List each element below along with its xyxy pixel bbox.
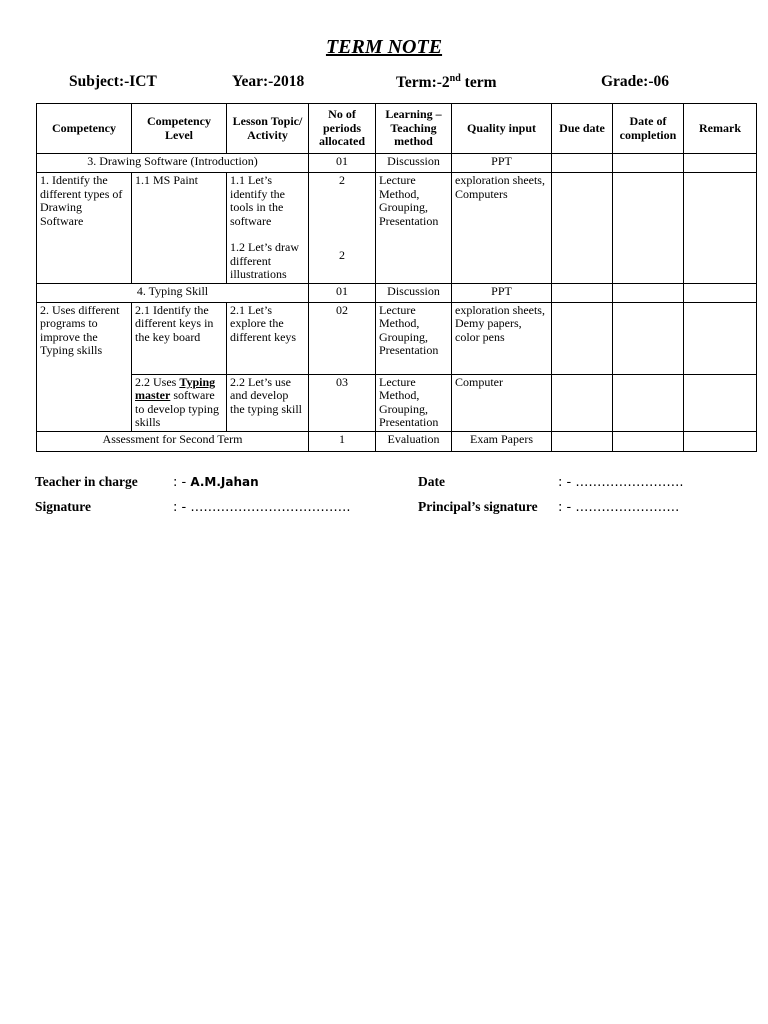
competency-cell: 2. Uses different programs to improve the Typing skills (37, 302, 132, 431)
due-date-cell (552, 173, 613, 284)
completion-cell (613, 154, 684, 173)
table-row (37, 374, 757, 431)
signature-label: Signature (35, 499, 92, 514)
due-date-cell (552, 154, 613, 173)
periods-cell: 1 (309, 431, 376, 451)
completion-cell (613, 283, 684, 302)
header-cell: Due date (552, 104, 613, 154)
periods-cell: 01 (309, 283, 376, 302)
principal-signature-value: : - …………………… (558, 500, 680, 515)
input-cell: Computer (452, 374, 552, 431)
input-cell: PPT (452, 154, 552, 173)
header-cell: No of periods allocated (309, 104, 376, 154)
term-suffix: term (460, 74, 497, 92)
section-label: 4. Typing Skill (37, 283, 309, 302)
completion-cell (613, 173, 684, 284)
remark-cell (684, 431, 757, 451)
periods-cell: 03 (309, 374, 376, 431)
level-cell (132, 374, 227, 431)
remark-cell (684, 283, 757, 302)
section-label: Assessment for Second Term (37, 431, 309, 451)
section-row-assessment (37, 431, 757, 451)
remark-cell (684, 302, 757, 374)
header-cell: Learning – Teaching method (376, 104, 452, 154)
term-label (396, 73, 497, 92)
method-cell: Discussion (376, 283, 452, 302)
remark-cell (684, 374, 757, 431)
input-cell: exploration sheets, Demy papers, color pens (452, 302, 552, 374)
input-cell: PPT (452, 283, 552, 302)
teacher-value (173, 475, 259, 490)
date-label: Date (418, 474, 445, 489)
principal-signature-label: Principal’s signature (418, 499, 538, 514)
method-cell: Evaluation (376, 431, 452, 451)
header-row (37, 104, 757, 154)
remark-cell (684, 154, 757, 173)
date-value: : - ……………………. (558, 475, 684, 490)
page-title: TERM NOTE (325, 36, 443, 58)
term-note-table (36, 103, 757, 452)
header-cell: Date of completion (613, 104, 684, 154)
periods-value: 2 (339, 248, 345, 262)
method-cell: Discussion (376, 154, 452, 173)
signature-value: : - ………………………………. (173, 500, 351, 515)
year-label: Year:-2018 (232, 73, 305, 90)
topic-cell: 2.1 Let’s explore the different keys (227, 302, 309, 374)
table-row (37, 173, 757, 284)
section-row-typing (37, 283, 757, 302)
method-cell: Lecture Method, Grouping, Presentation (376, 374, 452, 431)
topic-cell: 2.2 Let’s use and develop the typing skill (227, 374, 309, 431)
term-superscript: nd (449, 73, 461, 84)
teacher-label: Teacher in charge (35, 474, 138, 489)
due-date-cell (552, 283, 613, 302)
due-date-cell (552, 431, 613, 451)
topic-text: 1.2 Let’s draw different illustrations (230, 240, 299, 281)
competency-cell: 1. Identify the different types of Drawing Software (37, 173, 132, 284)
level-text: software to develop typing skills (135, 388, 219, 429)
input-cell: Exam Papers (452, 431, 552, 451)
teacher-prefix: : - (173, 475, 191, 490)
periods-value: 2 (339, 173, 345, 187)
periods-cell (309, 173, 376, 284)
header-cell: Lesson Topic/ Activity (227, 104, 309, 154)
completion-cell (613, 431, 684, 451)
due-date-cell (552, 302, 613, 374)
header-cell: Remark (684, 104, 757, 154)
method-cell: Lecture Method, Grouping, Presentation (376, 302, 452, 374)
software-name: Typing master (135, 374, 216, 402)
method-cell: Lecture Method, Grouping, Presentation (376, 173, 452, 284)
teacher-name: A.M.Jahan (190, 475, 259, 489)
remark-cell (684, 173, 757, 284)
header-cell: Competency (37, 104, 132, 154)
topic-text: 1.1 Let’s identify the tools in the software (230, 173, 285, 228)
grade-label: Grade:-06 (601, 73, 670, 90)
input-cell: exploration sheets, Computers (452, 173, 552, 284)
section-label: 3. Drawing Software (Introduction) (37, 154, 309, 173)
completion-cell (613, 302, 684, 374)
completion-cell (613, 374, 684, 431)
table-row (37, 302, 757, 374)
topic-cell (227, 173, 309, 284)
level-cell: 2.1 Identify the different keys in the key board (132, 302, 227, 374)
term-prefix: Term:-2 (396, 74, 450, 92)
due-date-cell (552, 374, 613, 431)
level-text: 2.2 Uses (135, 374, 180, 389)
subject-label: Subject:-ICT (69, 73, 157, 90)
periods-cell: 01 (309, 154, 376, 173)
header-cell: Quality input (452, 104, 552, 154)
section-row-drawing (37, 154, 757, 173)
periods-cell: 02 (309, 302, 376, 374)
header-cell: Competency Level (132, 104, 227, 154)
level-cell: 1.1 MS Paint (132, 173, 227, 284)
